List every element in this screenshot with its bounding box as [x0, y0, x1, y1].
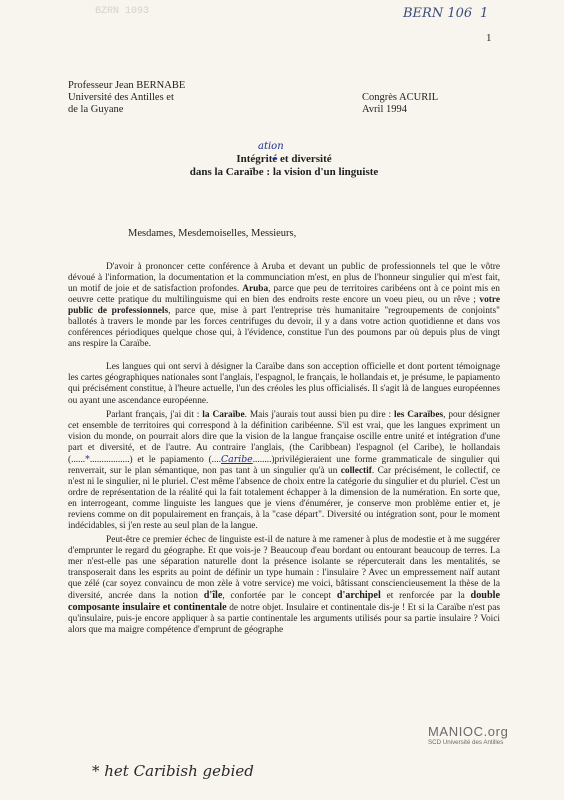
archive-watermark-subtitle: SCD Université des Antilles: [428, 739, 504, 746]
p4-text-a: Peut-être ce premier échec de linguiste est-il de nature à me ramener à plus de modestie et à me suggérer d'emprunter le regard du géographe. Et que vois-je ? Beaucoup d'eau bordant ou entourant beaucoup de terres. La mer n'est-elle pas une séparation naturelle dont la présence isolante se répercuterait dans les mentalités, se transposerait dans les esprits au point de définir un type humain : l'insulaire ? Avec un empressement naïf autant que zélé (car soyez convaincu de mon zèle à votre service) me voici, bâtissant consciencieusement la thèse de la diversité, ancrée dans la notion: [68, 535, 500, 602]
p1-text-c: , parce que peu de territoires caribéens ont à ce point mis en oeuvre cette pratique du multilinguisme qui en bien des endroits reste encore un voeu pieu, ou un rêve ;: [68, 284, 500, 306]
event-name: Congrès ACURIL: [362, 92, 439, 103]
p1-bold-public: votre public de professionnels: [68, 295, 500, 317]
p3-text-c: . Mais j'aurais tout aussi bien pu dire :: [244, 409, 395, 420]
p3-text-j: ........)privilégieraient une forme grammaticale de singulier qui renverrait, sur le plan sémantique, non pas tant à un singulier qu'à un: [68, 454, 500, 476]
p4-bold-archipel: d'archipel: [336, 590, 381, 602]
title-suffix: et diversité: [277, 153, 332, 165]
p1-text-e: , parce que, mise à part l'entreprise très humanitaire "regroupements de conjoints" ballotés à travers le monde par les forces centrifuges du devoir, il y a dans votre action quotidienne et dans vos conférences périodiques quelque chose qui, à l'évidence, constitue l'un des poumons par où depuis plus de vingt ans respire la Caraïbe.: [68, 306, 500, 350]
p3-text-l: . Car précisément, le collectif, ce n'est ni le singulier, ni le pluriel. C'est même l'absence de choix entre la catégorie du singulier et du pluriel. C'est un ordre de représentation de la réalité qui la fait totalement échapper à la dimension de la numération. En sorte que, en interrogeant, comme linguiste les langues que je viens d'énumérer, je conserve mon problème entier et, je reviens comme on dit populairement en français, à la "case départ". Diversité ou intégration sont, pour le moment indécidables, si j'en reste au seul plan de la langue.: [68, 465, 500, 532]
p3-handwritten-asterisk: *: [85, 453, 90, 465]
p1-bold-aruba: Aruba: [242, 284, 269, 295]
footnote-handwritten: * het Caribish gebied: [92, 762, 254, 780]
paragraph-4: [68, 535, 500, 636]
title-handwritten-correction: ation: [258, 141, 284, 152]
salutation: Mesdames, Mesdemoiselles, Messieurs,: [128, 228, 297, 239]
paragraph-1: [68, 262, 500, 350]
p3-text-h: .................) et le papiamento (....: [89, 454, 222, 465]
archive-mark-handwritten: 1: [480, 6, 489, 21]
p4-bold-composante: double composante insulaire et continentale: [68, 590, 500, 614]
document-title-line-1: [68, 153, 500, 165]
page-number: 1: [486, 32, 492, 44]
event-date: Avril 1994: [362, 104, 408, 115]
archive-code-handwritten: BERN 106: [403, 6, 473, 21]
p4-text-c: , confortée par le concept: [222, 591, 337, 602]
title-struck-letter: é: [272, 153, 278, 165]
institution-line-2: de la Guyane: [68, 104, 124, 115]
p4-bold-ile: d'île: [203, 590, 223, 602]
p3-dots-1: ......: [71, 454, 86, 465]
p3-text-a: Parlant français, j'ai dit :: [106, 409, 203, 420]
title-prefix: Intégrit: [236, 153, 273, 165]
author-name: Professeur Jean BERNABE: [68, 80, 186, 91]
p4-text-e: et renforcée par la: [380, 591, 471, 602]
faint-archive-stamp: BZRN 1093: [95, 6, 150, 17]
p3-text-e: , pour désigner cet ensemble de territoires qui correspond à la définition caribéenne. S'il est vrai, que les langues expriment un vision du monde, on pourrait alors dire que la vision de la langue française oscille entre unité et intégration d'une part et diversité, et de l'autre. Au contraire l'anglais, (the Caribbean) l'espagnol (el Caribe), le hollandais (: [68, 409, 500, 465]
p3-bold-caraibe: la Caraïbe: [202, 409, 245, 420]
p4-text-g: de notre objet. Insulaire et continentale dis-je ! Et si la Caraïbe n'est pas qu'insulaire, puis-je encore appliquer à sa partie continentale les arguments utilisés pour sa partie insulaire ? Voici alors que ma maigre compétence d'emprunt de géographe: [68, 603, 500, 636]
p1-text-a: D'avoir à prononcer cette conférence à Aruba et devant un public de professionnels tel que le vôtre dévoué à l'information, la documentation et la communciation m'est, en plus de l'honneur singulier qui m'est fait, un motif de joie et de satisfaction profondes.: [68, 262, 500, 295]
archive-watermark-name: MANIOC.org: [428, 724, 509, 739]
p3-bold-caraibes: les Caraïbes: [394, 409, 444, 420]
paragraph-3: [68, 410, 500, 533]
document-title-line-2: dans la Caraïbe : la vision d'un linguiste: [189, 166, 379, 178]
archive-watermark: [428, 724, 548, 746]
p3-handwritten-caribe: Caribe: [221, 453, 253, 465]
institution-line-1: Université des Antilles et: [68, 92, 174, 103]
paragraph-2: Les langues qui ont servi à désigner la Caraïbe dans son acception officielle et dont portent témoignage les cartes géographiques nationales sont l'anglais, l'espagnol, le français, le hollandais et, je présume, le papiamento qui précisément constitue, à l'heure actuelle, l'un des créoles les plus officialisés. Il s'agit là de langues européennes ou ayant une ascendance européenne.: [68, 362, 501, 406]
p3-bold-collectif: collectif: [340, 465, 372, 476]
body-text: [68, 262, 500, 637]
